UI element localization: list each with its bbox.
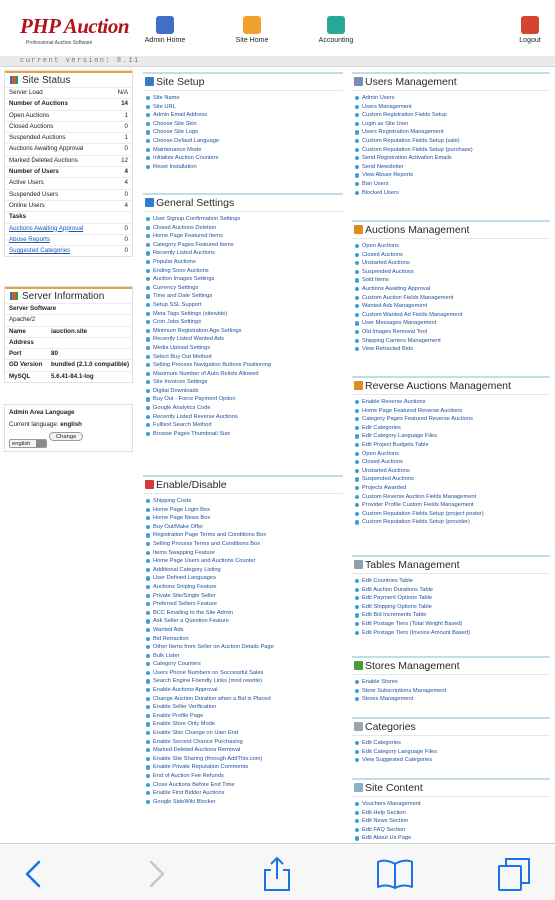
site-status-row-label: Marked Deleted Auctions (9, 156, 78, 164)
admin-home-icon (156, 16, 174, 34)
site-status-row-label[interactable]: Abuse Reports (9, 235, 50, 243)
menu-link-projects-awarded[interactable]: Projects Awarded (355, 484, 550, 493)
site-status-row[interactable] (5, 234, 132, 245)
menu-link-maximum-number-of-auto-relists-allowed[interactable]: Maximum Number of Auto Relists Allowed (146, 370, 343, 379)
menu-link-ban-users[interactable]: Ban Users (355, 180, 550, 189)
site-setup-icon (145, 77, 154, 86)
site-status-row-value: 0 (124, 145, 128, 153)
menu-link-auctions-sniping-feature[interactable]: Auctions Sniping Feature (146, 583, 343, 592)
menu-link-suspended-auctions[interactable]: Suspended Auctions (355, 475, 550, 484)
server-information-title: Server Information (5, 287, 132, 303)
menu-link-search-engine-friendly-links-mod-rewrite[interactable]: Search Engine Friendly Links (mod rewrite) (146, 677, 343, 686)
menu-link-custom-registration-fields-setup[interactable]: Custom Registration Fields Setup (355, 111, 550, 120)
server-info-row-label: MySQL (9, 372, 31, 380)
menu-link-choose-site-logo[interactable]: Choose Site Logo (146, 128, 343, 137)
server-info-row-value: bundled (2.1.0 compatible) (51, 361, 130, 369)
menu-link-users-management[interactable]: Users Management (355, 103, 550, 112)
menu-link-edit-help-section[interactable]: Edit Help Section (355, 809, 550, 818)
share-icon[interactable] (257, 854, 297, 894)
admin-home-button[interactable] (143, 16, 187, 44)
menu-link-custom-wanted-ad-fields-management[interactable]: Custom Wanted Ad Fields Management (355, 311, 550, 320)
accounting-button[interactable] (316, 16, 356, 44)
menu-link-recently-listed-reverse-auctions[interactable]: Recently Listed Reverse Auctions (146, 413, 343, 422)
menu-link-wanted-ads[interactable]: Wanted Ads (146, 626, 343, 635)
menu-link-custom-reputation-fields-setup-project-poster[interactable]: Custom Reputation Fields Setup (project poster) (355, 510, 550, 519)
menu-link-edit-category-language-files[interactable]: Edit Category Language Files (355, 432, 550, 441)
tables-management-icon (354, 560, 363, 569)
logout-button[interactable] (514, 16, 546, 44)
site-content-icon (354, 783, 363, 792)
server-info-row-value: 80 (51, 350, 58, 358)
menu-link-currency-settings[interactable]: Currency Settings (146, 284, 343, 293)
site-status-row-label: Number of Users (9, 168, 59, 176)
site-status-row[interactable] (5, 223, 132, 234)
bookmarks-icon[interactable] (375, 854, 415, 894)
menu-link-open-auctions[interactable]: Open Auctions (355, 242, 550, 251)
site-status-row-value: 12 (121, 156, 128, 164)
menu-link-login-as-site-user[interactable]: Login as Site User (355, 120, 550, 129)
menu-link-maintenance-mode[interactable]: Maintenance Mode (146, 146, 343, 155)
site-status-row (5, 189, 132, 200)
enable-title: Enable/Disable (143, 477, 343, 494)
site-status-title: Site Status (5, 71, 132, 87)
site-content-panel (352, 778, 550, 843)
site-status-row (5, 132, 132, 143)
tabs-icon[interactable] (495, 854, 535, 894)
menu-link-private-site-single-seller[interactable]: Private Site/Single Seller (146, 592, 343, 601)
menu-link-other-items-from-seller-on-auction-details-page[interactable]: Other Items from Seller on Auction Details Page (146, 643, 343, 652)
site-home-button[interactable] (232, 16, 272, 44)
admin-home-label: Admin Home (144, 37, 186, 44)
menu-link-buy-out-force-payment-option[interactable]: Buy Out - Force Payment Option (146, 395, 343, 404)
menu-link-edit-news-section[interactable]: Edit News Section (355, 817, 550, 826)
reverse-auctions-management-panel (352, 376, 550, 527)
menu-link-provider-profile-custom-fields-management[interactable]: Provider Profile Custom Fields Management (355, 501, 550, 510)
menu-link-enable-reverse-auctions[interactable]: Enable Reverse Auctions (355, 398, 550, 407)
stores-management-icon (354, 661, 363, 670)
menu-link-edit-categories[interactable]: Edit Categories (355, 739, 550, 748)
menu-link-google-sidewiki-blocker[interactable]: Google SideWiki Blocker (146, 798, 343, 807)
site-status-row-value: 4 (124, 168, 128, 176)
tables-title: Tables Management (352, 557, 550, 574)
back-icon[interactable] (15, 854, 55, 894)
browser-toolbar (0, 843, 555, 900)
menu-link-edit-about-us-page[interactable]: Edit About Us Page (355, 834, 550, 843)
site-status-row (5, 155, 132, 166)
menu-link-custom-reputation-fields-setup-purchase[interactable]: Custom Reputation Fields Setup (purchase) (355, 146, 550, 155)
menu-link-shipping-carriers-management[interactable]: Shipping Carriers Management (355, 337, 550, 346)
menu-link-reset-installation[interactable]: Reset Installation (146, 163, 343, 172)
menu-link-buy-out-make-offer[interactable]: Buy Out/Make Offer (146, 523, 343, 532)
menu-link-registration-page-terms-and-conditions-box[interactable]: Registration Page Terms and Conditions Box (146, 531, 343, 540)
server-information-panel (4, 286, 133, 383)
categories-title: Categories (352, 719, 550, 736)
menu-link-bid-retraction[interactable]: Bid Retraction (146, 635, 343, 644)
menu-link-edit-payment-options-table[interactable]: Edit Payment Options Table (355, 594, 550, 603)
site-status-row-label[interactable]: Auctions Awaiting Approval (9, 224, 84, 232)
forward-icon[interactable] (135, 854, 175, 894)
menu-link-send-registration-activation-emails[interactable]: Send Registration Activation Emails (355, 154, 550, 163)
menu-link-vouchers-management[interactable]: Vouchers Management (355, 800, 550, 809)
site-status-row-value: 0 (124, 235, 128, 243)
version-bar (0, 56, 555, 67)
menu-link-admin-users[interactable]: Admin Users (355, 94, 550, 103)
menu-link-close-auctions-before-end-time[interactable]: Close Auctions Before End Time (146, 781, 343, 790)
admin-language-panel (4, 404, 133, 452)
menu-link-enable-store-only-mode[interactable]: Enable Store Only Mode (146, 720, 343, 729)
menu-link-home-page-login-box[interactable]: Home Page Login Box (146, 506, 343, 515)
menu-link-send-newsletter[interactable]: Send Newsletter (355, 163, 550, 172)
site-status-row-value: 14 (121, 100, 128, 108)
menu-link-popular-auctions[interactable]: Popular Auctions (146, 258, 343, 267)
site-status-row (5, 121, 132, 132)
site-status-row-value: 0 (124, 190, 128, 198)
site-status-row-value: N/A (117, 89, 128, 96)
menu-link-site-url[interactable]: Site URL (146, 103, 343, 112)
menu-link-category-pages-featured-reverse-auctions[interactable]: Category Pages Featured Reverse Auctions (355, 415, 550, 424)
site-home-label: Site Home (235, 37, 269, 44)
menu-link-home-page-news-box[interactable]: Home Page News Box (146, 514, 343, 523)
menu-link-closed-auctions[interactable]: Closed Auctions (355, 251, 550, 260)
change-language-button[interactable]: Change (49, 432, 83, 441)
server-info-row-label: Port (9, 350, 22, 358)
server-info-row-label: Name (9, 327, 26, 335)
site-status-row (5, 166, 132, 177)
menu-link-initialize-auction-counters[interactable]: Initialize Auction Counters (146, 154, 343, 163)
general-settings-icon (145, 198, 154, 207)
site-status-row (5, 98, 132, 109)
site-status-row (5, 211, 132, 222)
menu-link-site-invoices-settings[interactable]: Site Invoices Settings (146, 378, 343, 387)
menu-link-home-page-users-and-auctions-counter[interactable]: Home Page Users and Auctions Counter (146, 557, 343, 566)
menu-link-digital-downloads[interactable]: Digital Downloads (146, 387, 343, 396)
site-status-row-value: 4 (124, 179, 128, 187)
site-status-row-value: 0 (124, 122, 128, 130)
menu-link-store-subscriptions-management[interactable]: Store Subscriptions Management (355, 687, 550, 696)
menu-link-closed-auctions[interactable]: Closed Auctions (355, 458, 550, 467)
server-info-row (5, 371, 132, 382)
auctions-management-panel (352, 220, 550, 354)
menu-link-edit-project-budgets-table[interactable]: Edit Project Budgets Table (355, 441, 550, 450)
menu-link-edit-countries-table[interactable]: Edit Countries Table (355, 577, 550, 586)
menu-link-meta-tags-settings-sitewide[interactable]: Meta Tags Settings (sitewide) (146, 310, 343, 319)
menu-link-user-signup-confirmation-settings[interactable]: User Signup Confirmation Settings (146, 215, 343, 224)
menu-link-suspended-auctions[interactable]: Suspended Auctions (355, 268, 550, 277)
menu-link-choose-default-language[interactable]: Choose Default Language (146, 137, 343, 146)
site-status-row-value: 4 (124, 201, 128, 209)
auctions-management-icon (354, 225, 363, 234)
logo-text: PHP Auction (20, 14, 130, 38)
server-info-row-label: Address (9, 338, 34, 346)
menu-link-edit-postage-tiers-total-weight-based[interactable]: Edit Postage Tiers (Total Weight Based) (355, 620, 550, 629)
menu-link-recently-listed-wanted-ads[interactable]: Recently Listed Wanted Ads (146, 335, 343, 344)
menu-link-selling-process-navigation-buttons-positioning[interactable]: Selling Process Navigation Buttons Positioning (146, 361, 343, 370)
menu-link-choose-site-skin[interactable]: Choose Site Skin (146, 120, 343, 129)
site-status-row-label: Closed Auctions (9, 122, 54, 130)
menu-link-admin-email-address[interactable]: Admin Email Address (146, 111, 343, 120)
server-info-row-label: Apache/2 (9, 316, 36, 324)
menu-link-google-analytics-code[interactable]: Google Analytics Code (146, 404, 343, 413)
menu-link-view-suggested-categories[interactable]: View Suggested Categories (355, 756, 550, 765)
enable-disable-icon (145, 480, 154, 489)
menu-link-edit-category-language-files[interactable]: Edit Category Language Files (355, 748, 550, 757)
menu-link-view-abuse-reports[interactable]: View Abuse Reports (355, 171, 550, 180)
site-status-row-label[interactable]: Suggested Categories (9, 247, 71, 255)
users-title: Users Management (352, 74, 550, 91)
menu-link-enable-first-bidder-auctions[interactable]: Enable First Bidder Auctions (146, 789, 343, 798)
menu-link-enable-site-sharing-through-addthis-com[interactable]: Enable Site Sharing (through AddThis.com) (146, 755, 343, 764)
server-info-row (5, 348, 132, 359)
site-status-row (5, 110, 132, 121)
menu-link-cron-jobs-settings[interactable]: Cron Jobs Settings (146, 318, 343, 327)
server-info-row (5, 359, 132, 370)
server-info-row (5, 314, 132, 325)
users-management-icon (354, 77, 363, 86)
menu-link-custom-reputation-fields-setup-sale[interactable]: Custom Reputation Fields Setup (sale) (355, 137, 550, 146)
reverse-title: Reverse Auctions Management (352, 378, 550, 395)
menu-link-preferred-sellers-feature[interactable]: Preferred Sellers Feature (146, 600, 343, 609)
logout-label: Logout (519, 37, 541, 44)
menu-link-minimum-registration-age-settings[interactable]: Minimum Registration Age Settings (146, 327, 343, 336)
menu-link-marked-deleted-auctions-removal[interactable]: Marked Deleted Auctions Removal (146, 746, 343, 755)
menu-link-home-page-featured-items[interactable]: Home Page Featured Items (146, 232, 343, 241)
menu-link-edit-faq-section[interactable]: Edit FAQ Section (355, 826, 550, 835)
menu-link-bcc-emailing-to-the-site-admin[interactable]: BCC Emailing to the Site Admin (146, 609, 343, 618)
categories-icon (354, 722, 363, 731)
menu-link-recently-listed-auctions[interactable]: Recently Listed Auctions (146, 249, 343, 258)
content-title: Site Content (352, 780, 550, 797)
site-status-row-label: Server Load (9, 89, 43, 96)
site-status-row-label: Auctions Awaiting Approval (9, 145, 84, 153)
reverse-auctions-management-icon (354, 381, 363, 390)
stores-title: Stores Management (352, 658, 550, 675)
accounting-label: Accounting (318, 37, 354, 44)
current-language: Current language: english (9, 421, 82, 428)
menu-link-items-swapping-feature[interactable]: Items Swapping Feature (146, 549, 343, 558)
site-status-row (5, 177, 132, 188)
site-status-row-value: 0 (124, 247, 128, 255)
menu-link-users-registration-management[interactable]: Users Registration Management (355, 128, 550, 137)
admin-language-heading: Admin Area Language (9, 409, 75, 416)
site-status-row (5, 87, 132, 98)
menu-link-enable-profile-page[interactable]: Enable Profile Page (146, 712, 343, 721)
menu-link-shipping-costs[interactable]: Shipping Costs (146, 497, 343, 506)
menu-link-additional-category-listing[interactable]: Additional Category Listing (146, 566, 343, 575)
menu-link-unstarted-auctions[interactable]: Unstarted Auctions (355, 259, 550, 268)
menu-link-old-images-removal-tool[interactable]: Old Images Removal Tool (355, 328, 550, 337)
tables-management-panel (352, 555, 550, 637)
menu-link-users-phone-numbers-on-successful-sales[interactable]: Users Phone Numbers on Successful Sales (146, 669, 343, 678)
site-home-icon (243, 16, 261, 34)
menu-link-ask-seller-a-question-feature[interactable]: Ask Seller a Question Feature (146, 617, 343, 626)
menu-link-end-of-auction-fee-refunds[interactable]: End of Auction Fee Refunds (146, 772, 343, 781)
menu-link-browse-pages-thumbnail-size[interactable]: Browse Pages Thumbnail Size (146, 430, 343, 439)
menu-link-edit-shipping-options-table[interactable]: Edit Shipping Options Table (355, 603, 550, 612)
stores-management-panel (352, 656, 550, 704)
auctions-title: Auctions Management (352, 222, 550, 239)
site-setup-panel (143, 72, 343, 171)
menu-link-custom-reputation-fields-setup-provider[interactable]: Custom Reputation Fields Setup (provider) (355, 518, 550, 527)
menu-link-enable-skin-change-on-user-end[interactable]: Enable Skin Change on User End (146, 729, 343, 738)
server-info-row (5, 337, 132, 348)
site-status-row-value: 1 (124, 134, 128, 142)
menu-link-category-pages-featured-items[interactable]: Category Pages Featured Items (146, 241, 343, 250)
version-text: current version: 8.11 (20, 57, 140, 65)
categories-panel (352, 717, 550, 765)
server-info-row (5, 303, 132, 314)
logo[interactable] (20, 14, 130, 50)
menu-link-media-upload-settings[interactable]: Media Upload Settings (146, 344, 343, 353)
menu-link-closed-auctions-deletion[interactable]: Closed Auctions Deletion (146, 224, 343, 233)
site-status-row-label: Active Users (9, 179, 44, 187)
menu-link-unstarted-auctions[interactable]: Unstarted Auctions (355, 467, 550, 476)
site-status-row-label: Suspended Auctions (9, 134, 66, 142)
logo-subtitle: Professional Auction Software (26, 40, 93, 46)
server-info-row (5, 326, 132, 337)
server-info-row-value: 5.6.41-84.1-log (51, 372, 94, 380)
menu-link-blocked-users[interactable]: Blocked Users (355, 189, 550, 198)
site-status-row-label: Tasks (9, 213, 27, 221)
menu-link-setup-ssl-support[interactable]: Setup SSL Support (146, 301, 343, 310)
menu-link-auction-images-settings[interactable]: Auction Images Settings (146, 275, 343, 284)
site-status-row-value: 0 (124, 224, 128, 232)
site-status-row[interactable] (5, 245, 132, 256)
menu-link-wanted-ads-management[interactable]: Wanted Ads Management (355, 302, 550, 311)
site-status-row-label: Online Users (9, 201, 45, 209)
enable-disable-panel (143, 475, 343, 806)
accounting-icon (327, 16, 345, 34)
site-status-panel (4, 70, 133, 257)
site-status-row-label: Open Auctions (9, 111, 50, 119)
site_setup-title: Site Setup (143, 74, 343, 91)
menu-link-enable-second-chance-purchasing[interactable]: Enable Second Chance Purchasing (146, 738, 343, 747)
menu-link-open-auctions[interactable]: Open Auctions (355, 450, 550, 459)
bar-chart-icon (10, 292, 18, 300)
menu-link-edit-postage-tiers-invoice-amount-based[interactable]: Edit Postage Tiers (Invoice Amount Based) (355, 629, 550, 638)
server-info-row-label: Server Software (9, 305, 57, 312)
menu-link-enable-seller-verification[interactable]: Enable Seller Verification (146, 703, 343, 712)
menu-link-view-retracted-bids[interactable]: View Retracted Bids (355, 345, 550, 354)
bar-chart-icon (10, 76, 18, 84)
menu-link-time-and-date-settings[interactable]: Time and Date Settings (146, 292, 343, 301)
menu-link-category-counters[interactable]: Category Counters (146, 660, 343, 669)
menu-link-custom-auction-fields-management[interactable]: Custom Auction Fields Management (355, 294, 550, 303)
site-status-row (5, 200, 132, 211)
menu-link-bulk-lister[interactable]: Bulk Lister (146, 652, 343, 661)
menu-link-auctions-awaiting-approval[interactable]: Auctions Awaiting Approval (355, 285, 550, 294)
site-status-row-label: Suspended Users (9, 190, 59, 198)
menu-link-stores-management[interactable]: Stores Management (355, 695, 550, 704)
site-status-row-value: 1 (124, 111, 128, 119)
menu-link-select-buy-out-method[interactable]: Select Buy Out Method (146, 353, 343, 362)
menu-link-change-auction-duration-when-a-bid-is-placed[interactable]: Change Auction Duration when a Bid is Placed (146, 695, 343, 704)
general-settings-panel (143, 193, 343, 438)
menu-link-site-name[interactable]: Site Name (146, 94, 343, 103)
site-status-row (5, 143, 132, 154)
menu-link-user-messages-management[interactable]: User Messages Management (355, 319, 550, 328)
site-status-row-label: Number of Auctions (9, 100, 68, 108)
menu-link-edit-bid-increments-table[interactable]: Edit Bid Increments Table (355, 611, 550, 620)
general-title: General Settings (143, 195, 343, 212)
users-management-panel (352, 72, 550, 197)
menu-link-enable-auctions-approval[interactable]: Enable Auctions Approval (146, 686, 343, 695)
menu-link-enable-private-reputation-comments[interactable]: Enable Private Reputation Comments (146, 763, 343, 772)
menu-link-ending-soon-auctions[interactable]: Ending Soon Auctions (146, 267, 343, 276)
menu-link-fulltext-search-method[interactable]: Fulltext Search Method (146, 421, 343, 430)
menu-link-edit-categories[interactable]: Edit Categories (355, 424, 550, 433)
server-info-row-value: iauction.site (51, 327, 88, 335)
logout-icon (521, 16, 539, 34)
menu-link-sold-items[interactable]: Sold Items (355, 276, 550, 285)
menu-link-home-page-featured-reverse-auctions[interactable]: Home Page Featured Reverse Auctions (355, 407, 550, 416)
server-info-row-label: GD Version (9, 361, 43, 369)
language-select[interactable]: english (9, 439, 47, 448)
menu-link-custom-reverse-auction-fields-management[interactable]: Custom Reverse Auction Fields Management (355, 493, 550, 502)
header (0, 0, 555, 56)
menu-link-user-defined-languages[interactable]: User Defined Languages (146, 574, 343, 583)
menu-link-selling-process-terms-and-conditions-box[interactable]: Selling Process Terms and Conditions Box (146, 540, 343, 549)
menu-link-edit-auction-durations-table[interactable]: Edit Auction Durations Table (355, 586, 550, 595)
menu-link-enable-stores[interactable]: Enable Stores (355, 678, 550, 687)
